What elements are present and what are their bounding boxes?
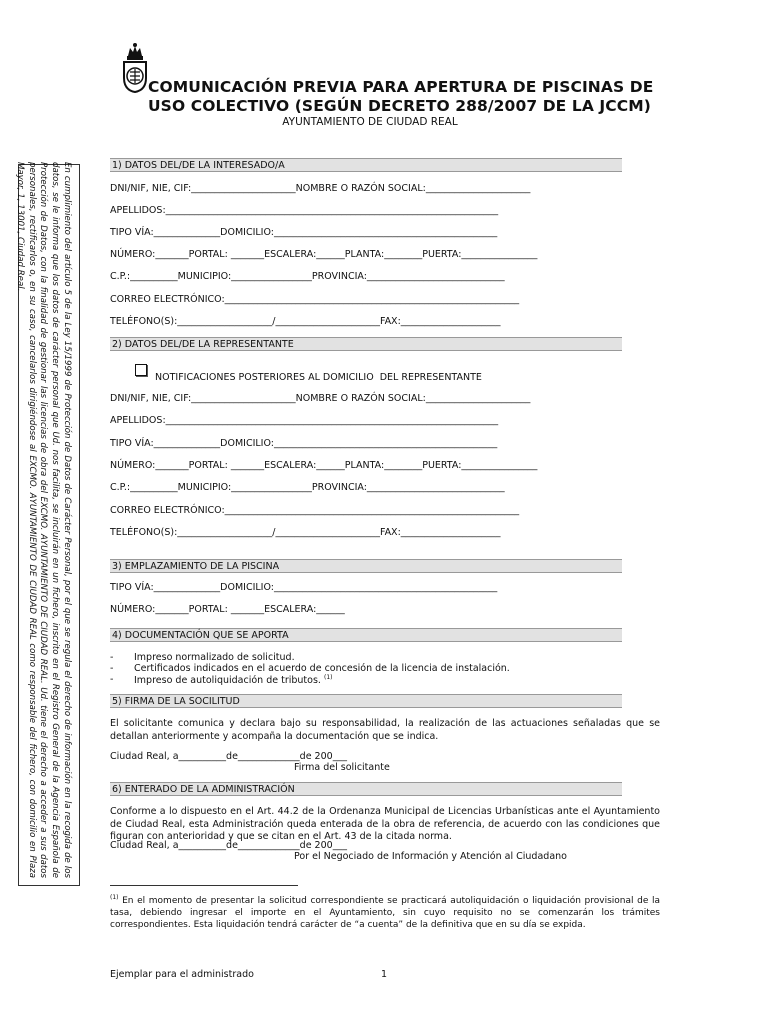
title-line-1: COMUNICACIÓN PREVIA PARA APERTURA DE PISCINAS DE [148, 78, 654, 96]
doc-item-3: - Impreso de autoliquidación de tributos. $^{(1)}$ [110, 674, 333, 687]
s6-signature-label: Por el Negociado de Información y Atención al Ciudadano [294, 851, 567, 862]
s2-apellidos-line[interactable]: APELLIDOS:______________________________________________________________________ [110, 415, 499, 426]
footnote-ref: (1) [323, 674, 333, 681]
data-protection-note: En cumplimiento del artículo 5 de la Ley 15/1999 de Protección de Datos de Carácter Personal, por el que se regula el derecho de información en la recogida de los datos, se le informa que los datos de carácter personal que Ud. nos facilita, se incluirán en un fichero, inscrito en el Registro General de la Agencia Española de Protección de Datos, con la finalidad de gestionar las licencias de obra del EXCMO. AYUNTAMIENTO DE CIUDAD REAL. Ud. tiene el derecho a acceder a sus datos personales, rectificarlos o, en su caso, cancelarlos dirigiéndose al EXCMO. AYUNTAMIENTO DE CIUDAD REAL como responsable del fichero, con domicilio en Plaza Mayor, 1, 13001, Ciudad Real. [14, 162, 72, 878]
footnote-divider [110, 885, 298, 886]
s2-correo-line[interactable]: CORREO ELECTRÓNICO:______________________________________________________________ [110, 505, 520, 516]
s3-via-line[interactable]: TIPO VÍA:______________DOMICILIO:_______________________________________________ [110, 582, 498, 593]
section-2-heading: 2) DATOS DEL/DE LA REPRESENTANTE [110, 337, 622, 351]
page-number: 1 [381, 969, 388, 980]
document-subtitle: AYUNTAMIENTO DE CIUDAD REAL [282, 116, 458, 128]
section-6-heading: 6) ENTERADO DE LA ADMINISTRACIÓN [110, 782, 622, 796]
s1-cp-line[interactable]: C.P.:__________MUNICIPIO:_________________PROVINCIA:_____________________________ [110, 271, 505, 282]
s2-dni-line[interactable]: DNI/NIF, NIE, CIF:______________________NOMBRE O RAZÓN SOCIAL:______________________ [110, 393, 531, 404]
notifications-checkbox-label: NOTIFICACIONES POSTERIORES AL DOMICILIO DEL REPRESENTANTE [155, 372, 482, 383]
notifications-checkbox[interactable] [135, 364, 147, 376]
s1-correo-line[interactable]: CORREO ELECTRÓNICO:______________________________________________________________ [110, 294, 520, 305]
doc-item-1: - Impreso normalizado de solicitud. [110, 652, 295, 663]
s2-telefono-line[interactable]: TELÉFONO(S):____________________/______________________FAX:_____________________ [110, 527, 501, 538]
s1-via-line[interactable]: TIPO VÍA:______________DOMICILIO:_______________________________________________ [110, 227, 498, 238]
s1-dni-line[interactable]: DNI/NIF, NIE, CIF:______________________NOMBRE O RAZÓN SOCIAL:______________________ [110, 183, 531, 194]
title-line-2: USO COLECTIVO (SEGÚN DECRETO 288/2007 DE LA JCCM) [148, 97, 651, 115]
s5-date-line[interactable]: Ciudad Real, a__________de_____________de 200___ [110, 751, 347, 762]
footer-label: Ejemplar para el administrado [110, 969, 254, 980]
s1-apellidos-line[interactable]: APELLIDOS:______________________________________________________________________ [110, 205, 499, 216]
s1-numero-line[interactable]: NÚMERO:_______PORTAL: _______ESCALERA:______PLANTA:________PUERTA:________________ [110, 249, 538, 260]
s6-date-line[interactable]: Ciudad Real, a__________de_____________de 200___ [110, 840, 347, 851]
section-5-heading: 5) FIRMA DE LA SOCILITUD [110, 694, 622, 708]
s3-numero-line[interactable]: NÚMERO:_______PORTAL: _______ESCALERA:______ [110, 604, 345, 615]
doc-item-2: - Certificados indicados en el acuerdo de concesión de la licencia de instalación. [110, 663, 510, 674]
section-1-heading: 1) DATOS DEL/DE LA INTERESADO/A [110, 158, 622, 172]
s5-signature-label: Firma del solicitante [294, 762, 390, 773]
s2-numero-line[interactable]: NÚMERO:_______PORTAL: _______ESCALERA:______PLANTA:________PUERTA:________________ [110, 460, 538, 471]
s1-telefono-line[interactable]: TELÉFONO(S):____________________/______________________FAX:_____________________ [110, 316, 501, 327]
section-4-heading: 4) DOCUMENTACIÓN QUE SE APORTA [110, 628, 622, 642]
city-crest-icon [118, 42, 152, 94]
section-3-heading: 3) EMPLAZAMIENTO DE LA PISCINA [110, 559, 622, 573]
document-title [148, 78, 668, 116]
footnote-text: $^{(1)}$ En el momento de presentar la solicitud correspondiente se practicará autoliquidación o liquidación provisional de la tasa, debiendo ingresar el importe en el Ayuntamiento, sin cuyo requisito no se comenzarán los trámites correspondientes. Esta liquidación tendrá carácter de “a cuenta” de la definitiva que en su día se expida. [110, 894, 660, 930]
s6-administration-text: Conforme a lo dispuesto en el Art. 44.2 de la Ordenanza Municipal de Licencias Urbanísticas ante el Ayuntamiento de Ciudad Real, esta Administración queda enterada de la obra de referencia, de acuerdo con las condiciones que figuran con anterioridad y que se citan en el Art. 43 de la citada norma. [110, 806, 660, 842]
s2-via-line[interactable]: TIPO VÍA:______________DOMICILIO:_______________________________________________ [110, 438, 498, 449]
s5-declaration-text: El solicitante comunica y declara bajo su responsabilidad, la realización de las actuaciones señaladas que se detallan anteriormente y acompaña la documentación que se indica. [110, 718, 660, 742]
s2-cp-line[interactable]: C.P.:__________MUNICIPIO:_________________PROVINCIA:_____________________________ [110, 482, 505, 493]
